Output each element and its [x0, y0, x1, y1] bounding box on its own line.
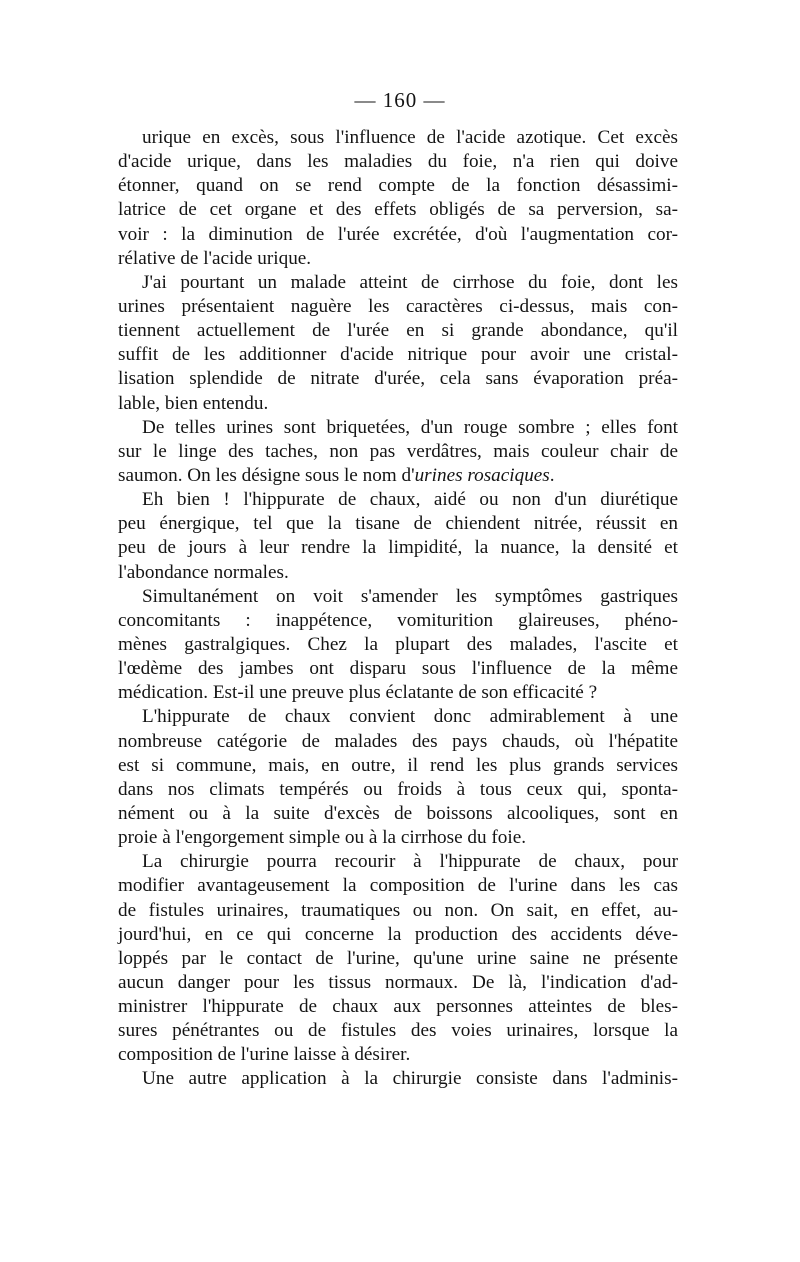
text-line: modifier avantageusement la composition de l'urine dans les cas — [118, 875, 678, 897]
text-line: urines présentaient naguère les caractères ci-dessus, mais con- — [118, 295, 678, 317]
text-line: voir : la diminution de l'urée excrétée, d'où l'augmentation cor- — [118, 223, 678, 245]
text-line: lable, bien entendu. — [118, 392, 269, 414]
text-line: l'abondance normales. — [118, 561, 289, 583]
text-line: J'ai pourtant un malade atteint de cirrhose du foie, dont les — [142, 271, 678, 293]
text-line: La chirurgie pourra recourir à l'hippurate de chaux, pour — [142, 851, 678, 873]
paragraph — [118, 850, 678, 1067]
page-number: — 160 — — [354, 88, 446, 112]
text-line: suffit de les additionner d'acide nitrique pour avoir une cristal- — [118, 344, 678, 366]
text-line: étonner, quand on se rend compte de la fonction désassimi- — [118, 175, 678, 197]
italic-term: urines rosaciques — [414, 464, 550, 486]
text-fragment: saumon. On les désigne sous le nom d' — [118, 464, 415, 486]
text-line: proie à l'engorgement simple ou à la cirrhose du foie. — [118, 827, 527, 849]
paragraph — [118, 1067, 678, 1091]
paragraph — [118, 126, 678, 271]
text-line: médication. Est-il une preuve plus éclatante de son efficacité ? — [118, 682, 598, 704]
text-line: rélative de l'acide urique. — [118, 247, 312, 269]
text-fragment: . — [549, 464, 555, 486]
text-line — [118, 464, 678, 488]
text-line: nément ou à la suite d'excès de boissons alcooliques, sont en — [118, 802, 678, 824]
text-line: tiennent actuellement de l'urée en si grande abondance, qu'il — [118, 320, 678, 342]
text-line: peu énergique, tel que la tisane de chiendent nitrée, réussit en — [118, 513, 678, 535]
text-line: sures pénétrantes ou de fistules des voies urinaires, lorsque la — [118, 1020, 678, 1042]
text-line: peu de jours à leur rendre la limpidité, la nuance, la densité et — [118, 537, 678, 559]
text-line: L'hippurate de chaux convient donc admirablement à une — [142, 706, 678, 728]
text-line: urique en excès, sous l'influence de l'acide azotique. Cet excès — [142, 127, 678, 148]
text-line: loppés par le contact de l'urine, qu'une urine saine ne présente — [118, 947, 678, 969]
text-line: ministrer l'hippurate de chaux aux personnes atteintes de bles- — [118, 996, 678, 1018]
text-line: Simultanément on voit s'amender les symptômes gastriques — [142, 585, 678, 607]
paragraph — [118, 585, 678, 706]
text-line: composition de l'urine laisse à désirer. — [118, 1044, 411, 1066]
text-line: aucun danger pour les tissus normaux. De là, l'indication d'ad- — [118, 971, 678, 993]
paragraph — [118, 488, 678, 585]
text-line: jourd'hui, en ce qui concerne la production des accidents déve- — [118, 923, 678, 945]
text-line: l'œdème des jambes ont disparu sous l'influence de la même — [118, 658, 678, 680]
text-line: sur le linge des taches, non pas verdâtres, mais couleur chair de — [118, 440, 678, 462]
text-line: Eh bien ! l'hippurate de chaux, aidé ou non d'un diurétique — [142, 489, 678, 511]
paragraph — [118, 705, 678, 850]
text-line: lisation splendide de nitrate d'urée, cela sans évaporation préa- — [118, 368, 678, 390]
text-line: dans nos climats tempérés ou froids à tous ceux qui, sponta- — [118, 778, 678, 800]
body-text — [118, 126, 678, 1092]
text-line: concomitants : inappétence, vomiturition glaireuses, phéno- — [118, 609, 678, 631]
text-line: nombreuse catégorie de malades des pays chauds, où l'hépatite — [118, 730, 678, 752]
text-line: Une autre application à la chirurgie consiste dans l'adminis- — [142, 1068, 678, 1090]
text-line: De telles urines sont briquetées, d'un rouge sombre ; elles font — [142, 416, 678, 438]
paragraph — [118, 416, 678, 488]
text-line: de fistules urinaires, traumatiques ou non. On sait, en effet, au- — [118, 899, 678, 921]
text-line: d'acide urique, dans les maladies du foie, n'a rien qui doive — [118, 151, 678, 173]
text-line: mènes gastralgiques. Chez la plupart des malades, l'ascite et — [118, 633, 678, 655]
paragraph — [118, 271, 678, 416]
text-line: est si commune, mais, en outre, il rend les plus grands services — [118, 754, 678, 776]
text-line: latrice de cet organe et des effets obligés de sa perversion, sa- — [118, 199, 678, 221]
